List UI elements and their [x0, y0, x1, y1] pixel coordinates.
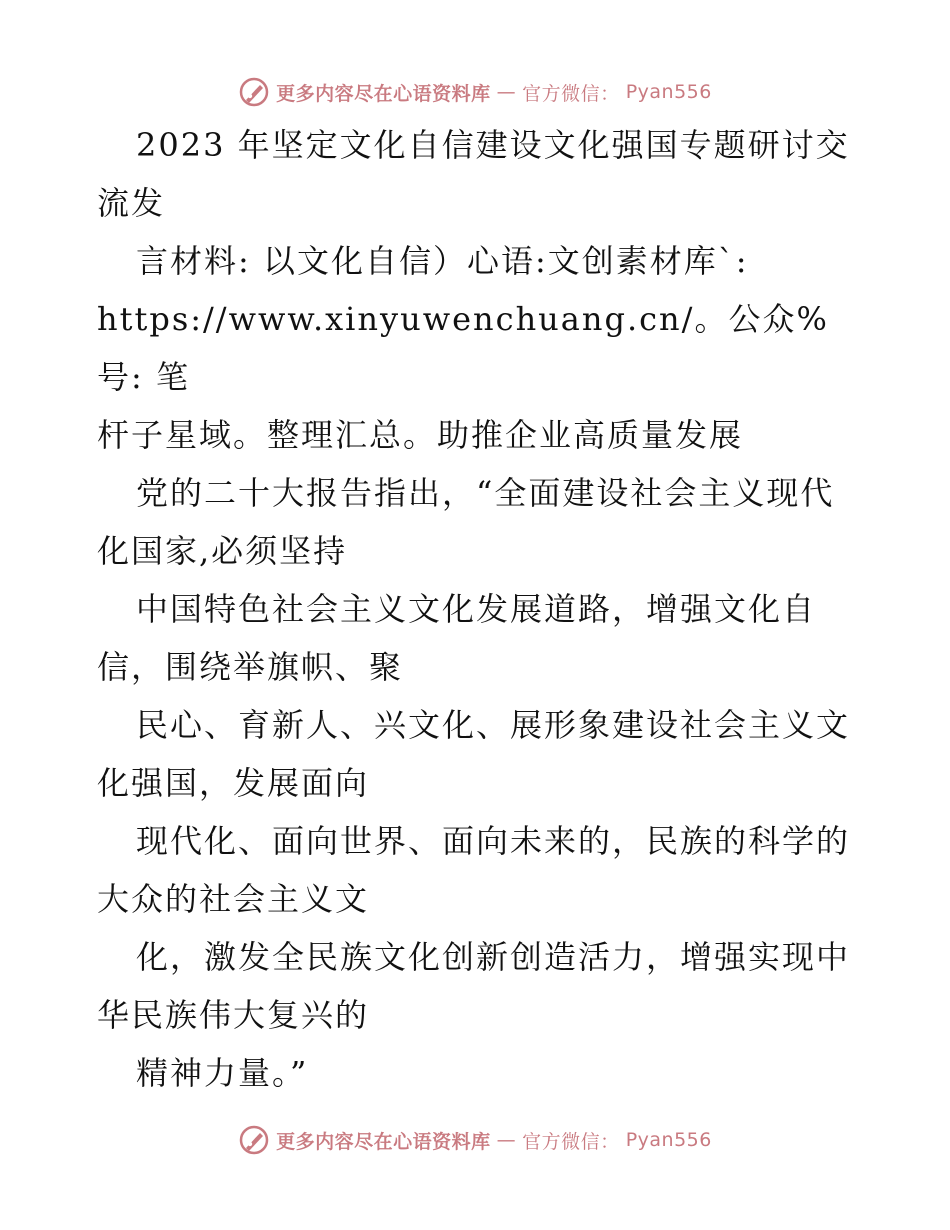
paragraph-line: 华民族伟大复兴的 [97, 996, 370, 1034]
paragraph [97, 1044, 857, 1102]
paragraph [97, 812, 857, 928]
paragraph-title [97, 116, 857, 232]
footer-watermark [0, 1120, 950, 1160]
paragraph-line: 2023 年坚定文化自信建设文化强国专题研讨交 [136, 126, 850, 164]
paragraph-line: 中国特色社会主义文化发展道路，增强文化自 [136, 590, 817, 628]
paragraph-line: 化国家,必须坚持 [97, 532, 348, 570]
paragraph-line: 信，围绕举旗帜、聚 [97, 648, 404, 686]
paragraph [97, 464, 857, 580]
paragraph-line: 言材料: 以文化自信）心语:文创素材库`: [136, 242, 749, 280]
watermark-dash: — [496, 81, 517, 103]
watermark-id: Pyan556 [625, 81, 712, 103]
paragraph [97, 696, 857, 812]
paragraph-line: 杆子星域。整理汇总。助推企业高质量发展 [97, 416, 744, 454]
paragraph-line: 民心、育新人、兴文化、展形象建设社会主义文 [136, 706, 851, 744]
paragraph [97, 580, 857, 696]
paragraph-line: 大众的社会主义文 [97, 880, 370, 918]
paragraph-line: 化，激发全民族文化创新创造活力，增强实现中 [136, 938, 851, 976]
watermark-contact: 官方微信： [522, 1130, 620, 1153]
watermark-text: 更多内容尽在心语资料库 [276, 1130, 491, 1153]
paragraph-line: 精神力量。” [136, 1054, 309, 1092]
document-body [97, 116, 857, 1102]
watermark-dash: — [496, 1129, 517, 1151]
paragraph-line: 流发 [97, 184, 166, 222]
watermark-text: 更多内容尽在心语资料库 [276, 82, 491, 105]
paragraph [97, 928, 857, 1044]
paragraph-line: 党的二十大报告指出，“全面建设社会主义现代 [136, 474, 835, 512]
paragraph-line: 化强国，发展面向 [97, 764, 370, 802]
header-watermark [0, 72, 950, 112]
pen-logo-icon [238, 76, 270, 108]
pen-logo-icon [238, 1124, 270, 1156]
paragraph-line: https://www.xinyuwenchuang.cn/。公众%号: 笔 [97, 300, 829, 396]
watermark-id: Pyan556 [625, 1129, 712, 1151]
watermark-contact: 官方微信： [522, 82, 620, 105]
paragraph-line: 现代化、面向世界、面向未来的，民族的科学的 [136, 822, 851, 860]
paragraph-source [97, 232, 857, 464]
